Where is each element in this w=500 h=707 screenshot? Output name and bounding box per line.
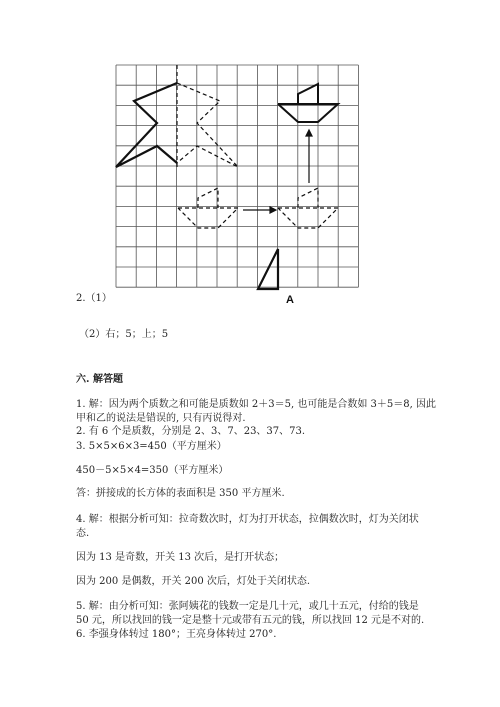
solution-line: 6. 李强身体转过 180°；王亮身体转过 270°. <box>76 629 277 640</box>
solution-line: 50 元，所以找回的钱一定是整十元或带有五元的钱，所以找回 12 元是不对的. <box>76 615 425 626</box>
solution-line: 甲和乙的说法是错误的, 只有丙说得对. <box>76 413 246 424</box>
star-reflection <box>177 65 238 167</box>
solution-line: 4. 解：根据分析可知：拉奇数次时，灯为打开状态，拉偶数次时，灯为关闭状 <box>76 514 419 525</box>
answer-q2-part2: （2）右；5；上；5 <box>79 329 169 340</box>
triangle-shape <box>258 249 278 289</box>
boat-solid <box>278 84 338 122</box>
solution-line: 5. 解：由分析可知：张阿姨花的钱数一定是几十元，或几十五元，付给的钱是 <box>76 601 419 612</box>
boat-dashed-original <box>178 188 338 228</box>
solution-line: 1. 解：因为两个质数之和可能是质数如 2＋3＝5, 也可能是合数如 3＋5＝8, 因此 <box>76 399 436 410</box>
point-label-a: A <box>286 294 294 306</box>
answer-q2-part1: 2.（1） <box>76 293 112 304</box>
solution-line: 450－5×5×4=350（平方厘米） <box>76 465 229 476</box>
grid-figure <box>0 0 500 320</box>
solution-line: 因为 200 是偶数，开关 200 次后，灯处于关闭状态. <box>76 576 311 587</box>
solution-line: 3. 5×5×6×3=450（平方厘米） <box>76 441 227 452</box>
star-shape <box>116 83 177 167</box>
solution-line: 因为 13 是奇数，开关 13 次后，是打开状态； <box>76 552 285 563</box>
grid-lines <box>116 65 358 287</box>
solution-line: 态. <box>76 528 90 539</box>
section-title: 六. 解答题 <box>76 374 123 385</box>
solution-line: 答：拼接成的长方体的表面积是 350 平方厘米. <box>76 488 285 499</box>
solution-line: 2. 有 6 个是质数，分别是 2、3、7、23、37、73. <box>76 426 306 437</box>
